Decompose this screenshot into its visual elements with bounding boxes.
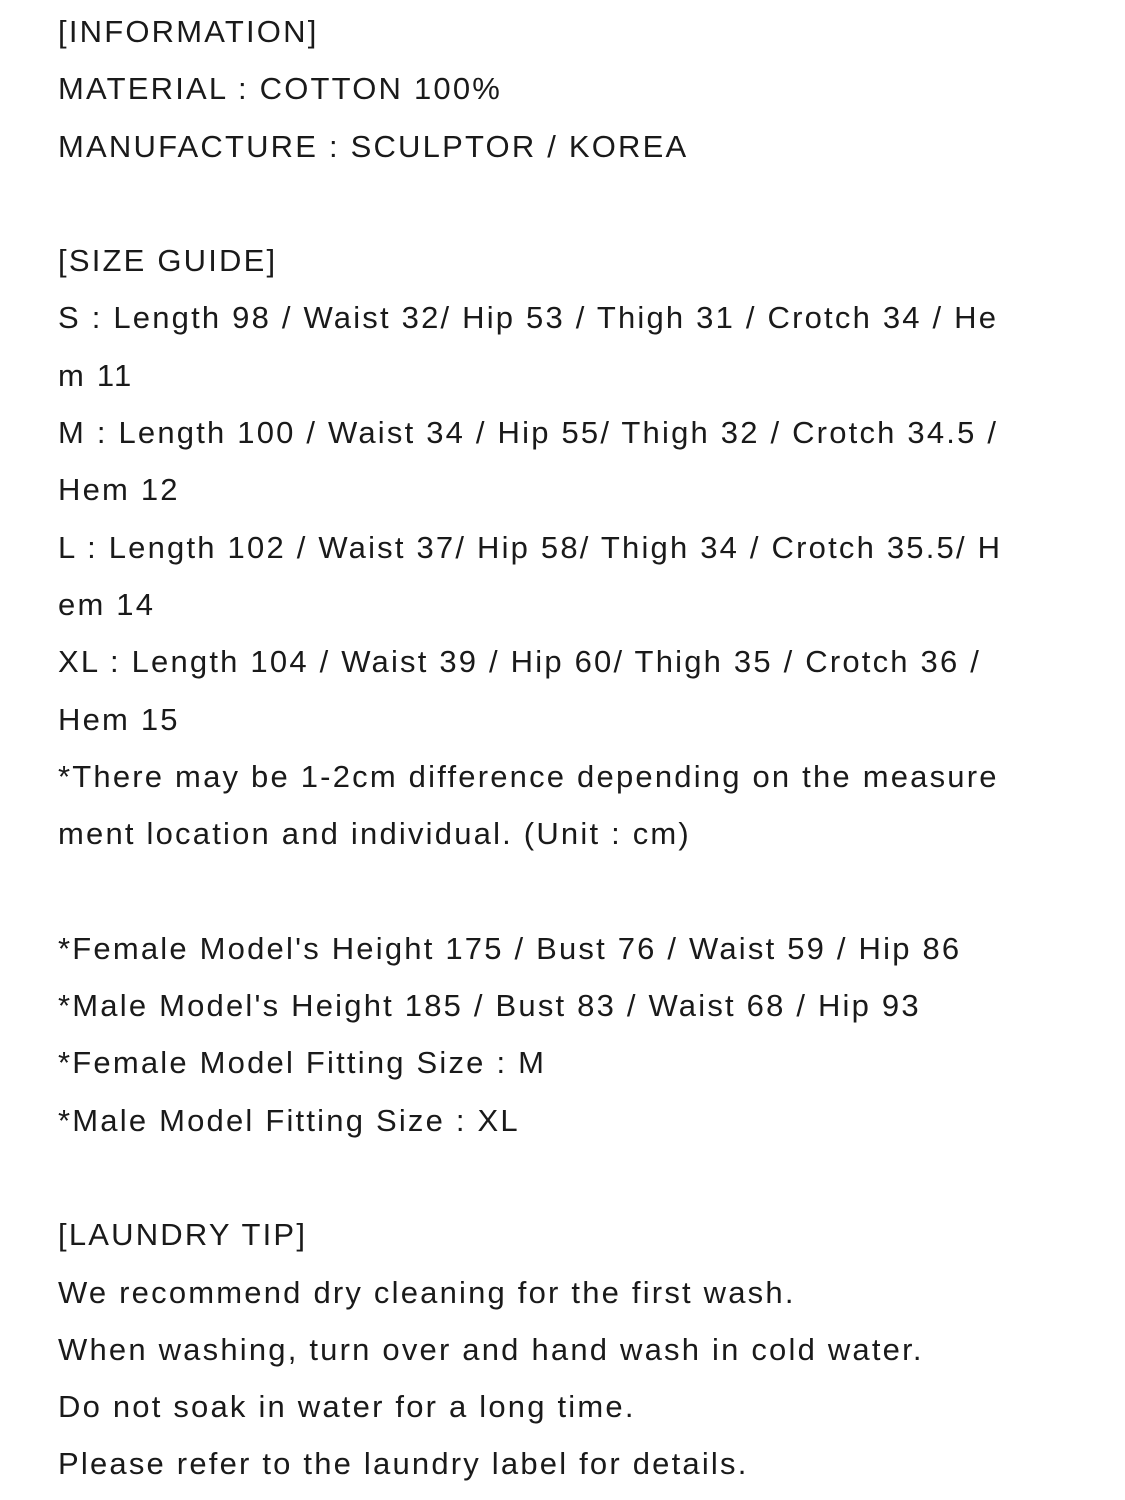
section-spacer (58, 862, 1098, 919)
section-spacer (58, 1149, 1098, 1206)
size-guide-line: em 14 (58, 586, 156, 622)
laundry-line: Please refer to the laundry label for details. (58, 1446, 749, 1482)
laundry-line: When washing, turn over and hand wash in cold water. (58, 1331, 924, 1367)
size-guide-note: ment location and individual. (Unit : cm) (58, 816, 691, 852)
size-guide-line: Hem 15 (58, 701, 180, 737)
size-guide-line: XL : Length 104 / Waist 39 / Hip 60/ Thigh 35 / Crotch 36 / (58, 644, 982, 680)
product-info-document (58, 3, 1098, 1493)
size-guide-line: Hem 12 (58, 472, 180, 508)
laundry-heading: [LAUNDRY TIP] (58, 1217, 308, 1253)
information-heading: [INFORMATION] (58, 14, 319, 49)
model-info-section (58, 920, 1098, 1149)
model-info-line: *Male Model's Height 185 / Bust 83 / Waist 68 / Hip 93 (58, 988, 921, 1024)
manufacture-line: MANUFACTURE : SCULPTOR / KOREA (58, 128, 689, 164)
model-info-line: *Female Model Fitting Size : M (58, 1045, 547, 1081)
size-guide-heading: [SIZE GUIDE] (58, 243, 278, 279)
laundry-line: Do not soak in water for a long time. (58, 1389, 636, 1425)
information-section (58, 3, 1098, 175)
model-info-line: *Male Model Fitting Size : XL (58, 1102, 520, 1138)
size-guide-note: *There may be 1-2cm difference depending on the measure (58, 758, 999, 794)
material-line: MATERIAL : COTTON 100% (58, 71, 503, 107)
section-spacer (58, 175, 1098, 232)
size-guide-line: L : Length 102 / Waist 37/ Hip 58/ Thigh 34 / Crotch 35.5/ H (58, 529, 1003, 565)
model-info-line: *Female Model's Height 175 / Bust 76 / Waist 59 / Hip 86 (58, 930, 962, 966)
size-guide-line: m 11 (58, 357, 134, 393)
laundry-line: We recommend dry cleaning for the first wash. (58, 1274, 796, 1310)
size-guide-line: S : Length 98 / Waist 32/ Hip 53 / Thigh 31 / Crotch 34 / He (58, 300, 999, 336)
size-guide-section (58, 232, 1098, 862)
size-guide-line: M : Length 100 / Waist 34 / Hip 55/ Thigh 32 / Crotch 34.5 / (58, 415, 999, 451)
laundry-section (58, 1206, 1098, 1492)
